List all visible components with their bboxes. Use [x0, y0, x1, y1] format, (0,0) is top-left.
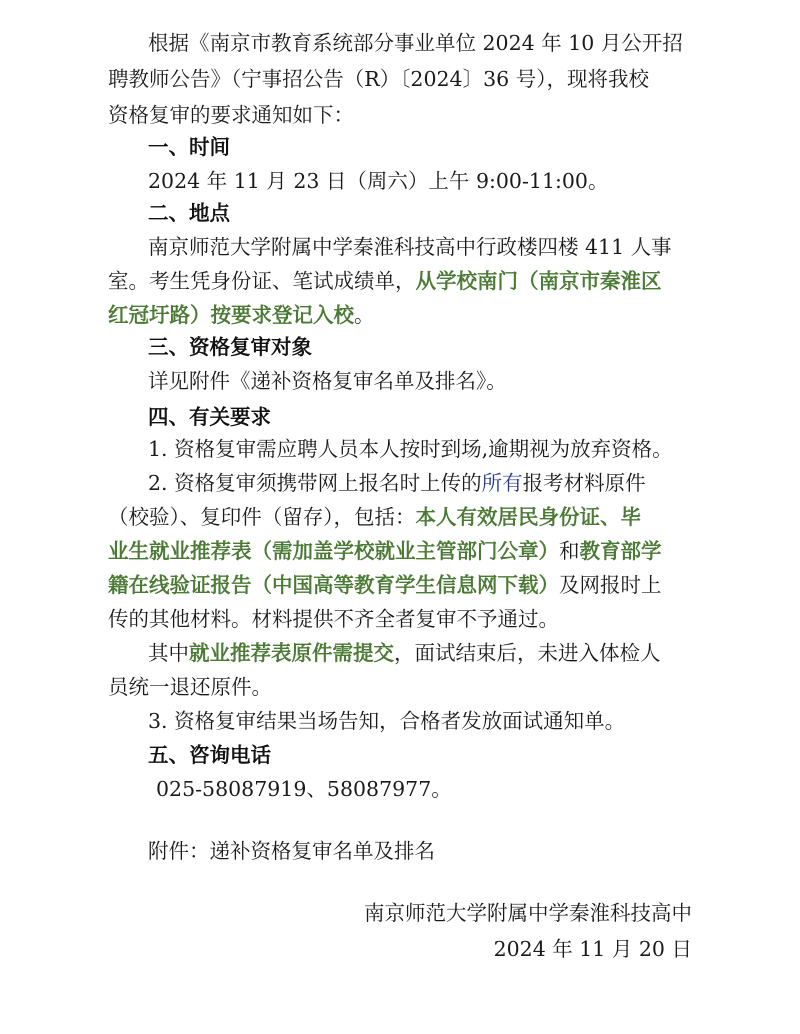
req2-l3-and: 和	[559, 539, 580, 563]
contact-phone: 025-58087919、58087977。	[156, 777, 452, 801]
requirements-heading: 四、有关要求	[148, 405, 271, 429]
signature-date: 2024 年 11 月 20 日	[493, 937, 692, 961]
location-heading: 二、地点	[148, 201, 230, 225]
intro-line-3: 资格复审的要求通知如下：	[108, 103, 354, 127]
location-line-2-plain: 室。考生凭身份证、笔试成绩单，	[108, 269, 416, 293]
req2-id-highlight: 本人有效居民身份证、毕	[415, 505, 641, 529]
time-heading: 一、时间	[148, 135, 230, 159]
req2-report-highlight: 籍在线验证报告（中国高等教育学生信息网下载）	[108, 573, 559, 597]
target-text: 详见附件《递补资格复审名单及排名》。	[148, 369, 507, 393]
requirement-item-1: 1. 资格复审需应聘人员本人按时到场,逾期视为放弃资格。	[148, 437, 673, 461]
requirement-item-3: 3. 资格复审结果当场告知，合格者发放面试通知单。	[148, 709, 626, 733]
req2-all-highlight: 所有	[481, 471, 523, 495]
req2-l4-b: 及网报时上	[559, 573, 662, 597]
req2-l1-c: 报考材料原件	[522, 471, 646, 495]
location-entrance-highlight: 从学校南门（南京市秦淮区	[415, 269, 662, 293]
req2-moe-highlight: 教育部学	[579, 539, 662, 563]
requirement-item-2-line-4	[108, 570, 662, 600]
location-line-2	[108, 266, 662, 296]
target-heading: 三、资格复审对象	[148, 335, 312, 359]
req2-original-highlight: 就业推荐表原件需提交	[189, 641, 394, 665]
location-line-3	[108, 300, 375, 330]
requirement-item-2-para-2	[148, 638, 661, 668]
intro-line-1: 根据《南京市教育系统部分事业单位 2024 年 10 月公开招	[148, 31, 683, 55]
location-line-1: 南京师范大学附属中学秦淮科技高中行政楼四楼 411 人事	[148, 235, 672, 259]
requirement-item-2-line-1	[148, 468, 646, 498]
intro-line-2: 聘教师公告》（宁事招公告（R）〔2024〕36 号），现将我校	[108, 67, 649, 91]
location-line-3-end: 。	[354, 303, 375, 327]
req2-p2-a: 其中	[148, 641, 189, 665]
requirement-item-2-line-3	[108, 536, 662, 566]
attachment-note: 附件：递补资格复审名单及排名	[148, 839, 435, 863]
requirement-item-2-line-2	[108, 502, 641, 532]
location-road-highlight: 红冠圩路）按要求登记入校	[108, 303, 354, 327]
signature-org: 南京师范大学附属中学秦淮科技高中	[364, 901, 692, 925]
req2-l1-a: 2. 资格复审须携带网上报名时上传的	[148, 471, 482, 495]
req2-l2-a: （校验）、复印件（留存），包括：	[108, 505, 416, 529]
requirement-item-2-para-2-line-2: 员统一退还原件。	[108, 675, 272, 699]
contact-heading: 五、咨询电话	[148, 743, 271, 767]
req2-recommendation-highlight: 业生就业推荐表（需加盖学校就业主管部门公章）	[108, 539, 559, 563]
time-text: 2024 年 11 月 23 日（周六）上午 9:00-11:00。	[148, 169, 609, 193]
req2-p2-c: ，面试结束后，未进入体检人	[394, 641, 661, 665]
requirement-item-2-line-5: 传的其他材料。材料提供不齐全者复审不予通过。	[108, 607, 559, 631]
